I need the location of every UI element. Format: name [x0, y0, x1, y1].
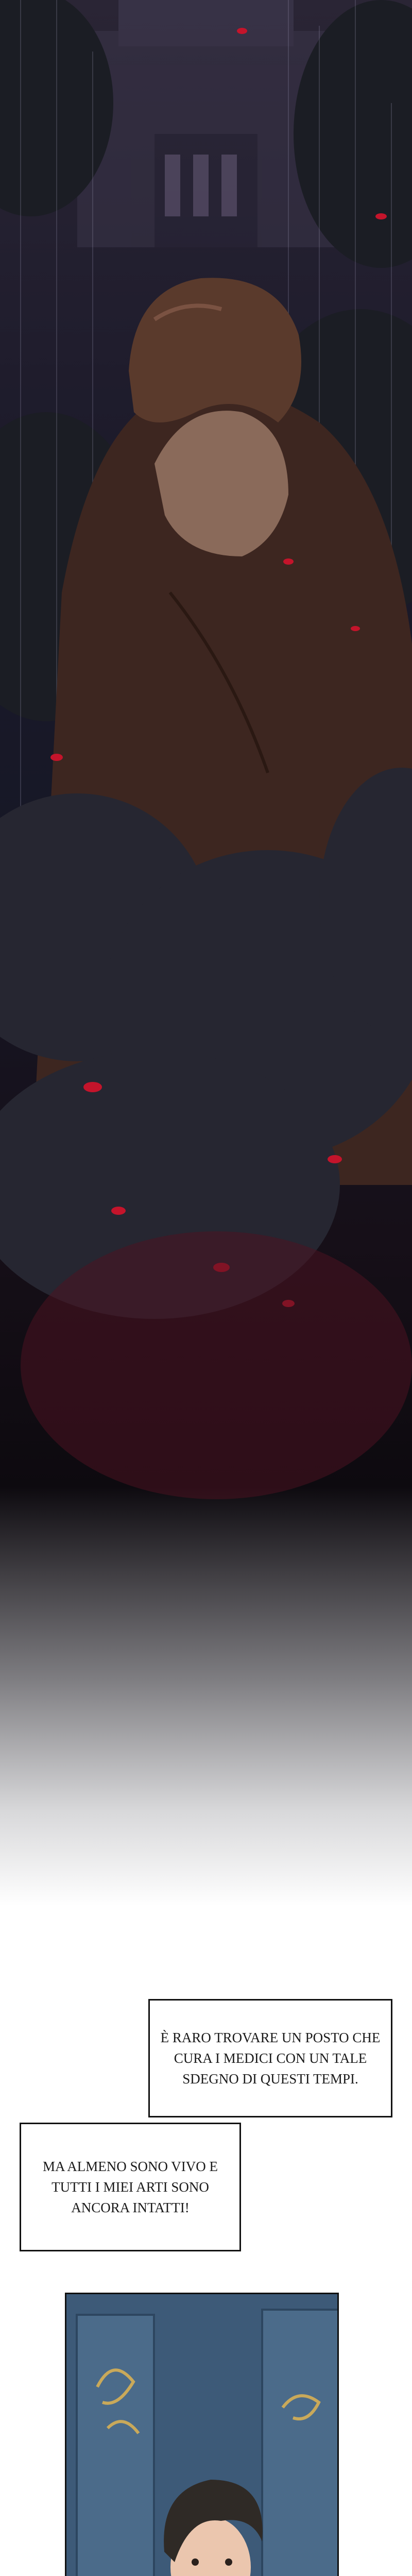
narration-text-rare-place: È RARO TROVARE UN POSTO CHE CURA I MEDICI CON UN TALE SDEGNO DI QUESTI TEMPI. [160, 2030, 381, 2087]
narration-box-rare-place [148, 1999, 392, 2117]
red-glow [21, 1231, 412, 1499]
narration-box-still-alive [20, 2123, 241, 2251]
narration-text-still-alive: MA ALMENO SONO VIVO E TUTTI I MIEI ARTI SONO ANCORA INTATTI! [42, 2159, 218, 2215]
smiling-man-illustration [66, 2294, 339, 2576]
smiling-man-panel [65, 2293, 339, 2576]
